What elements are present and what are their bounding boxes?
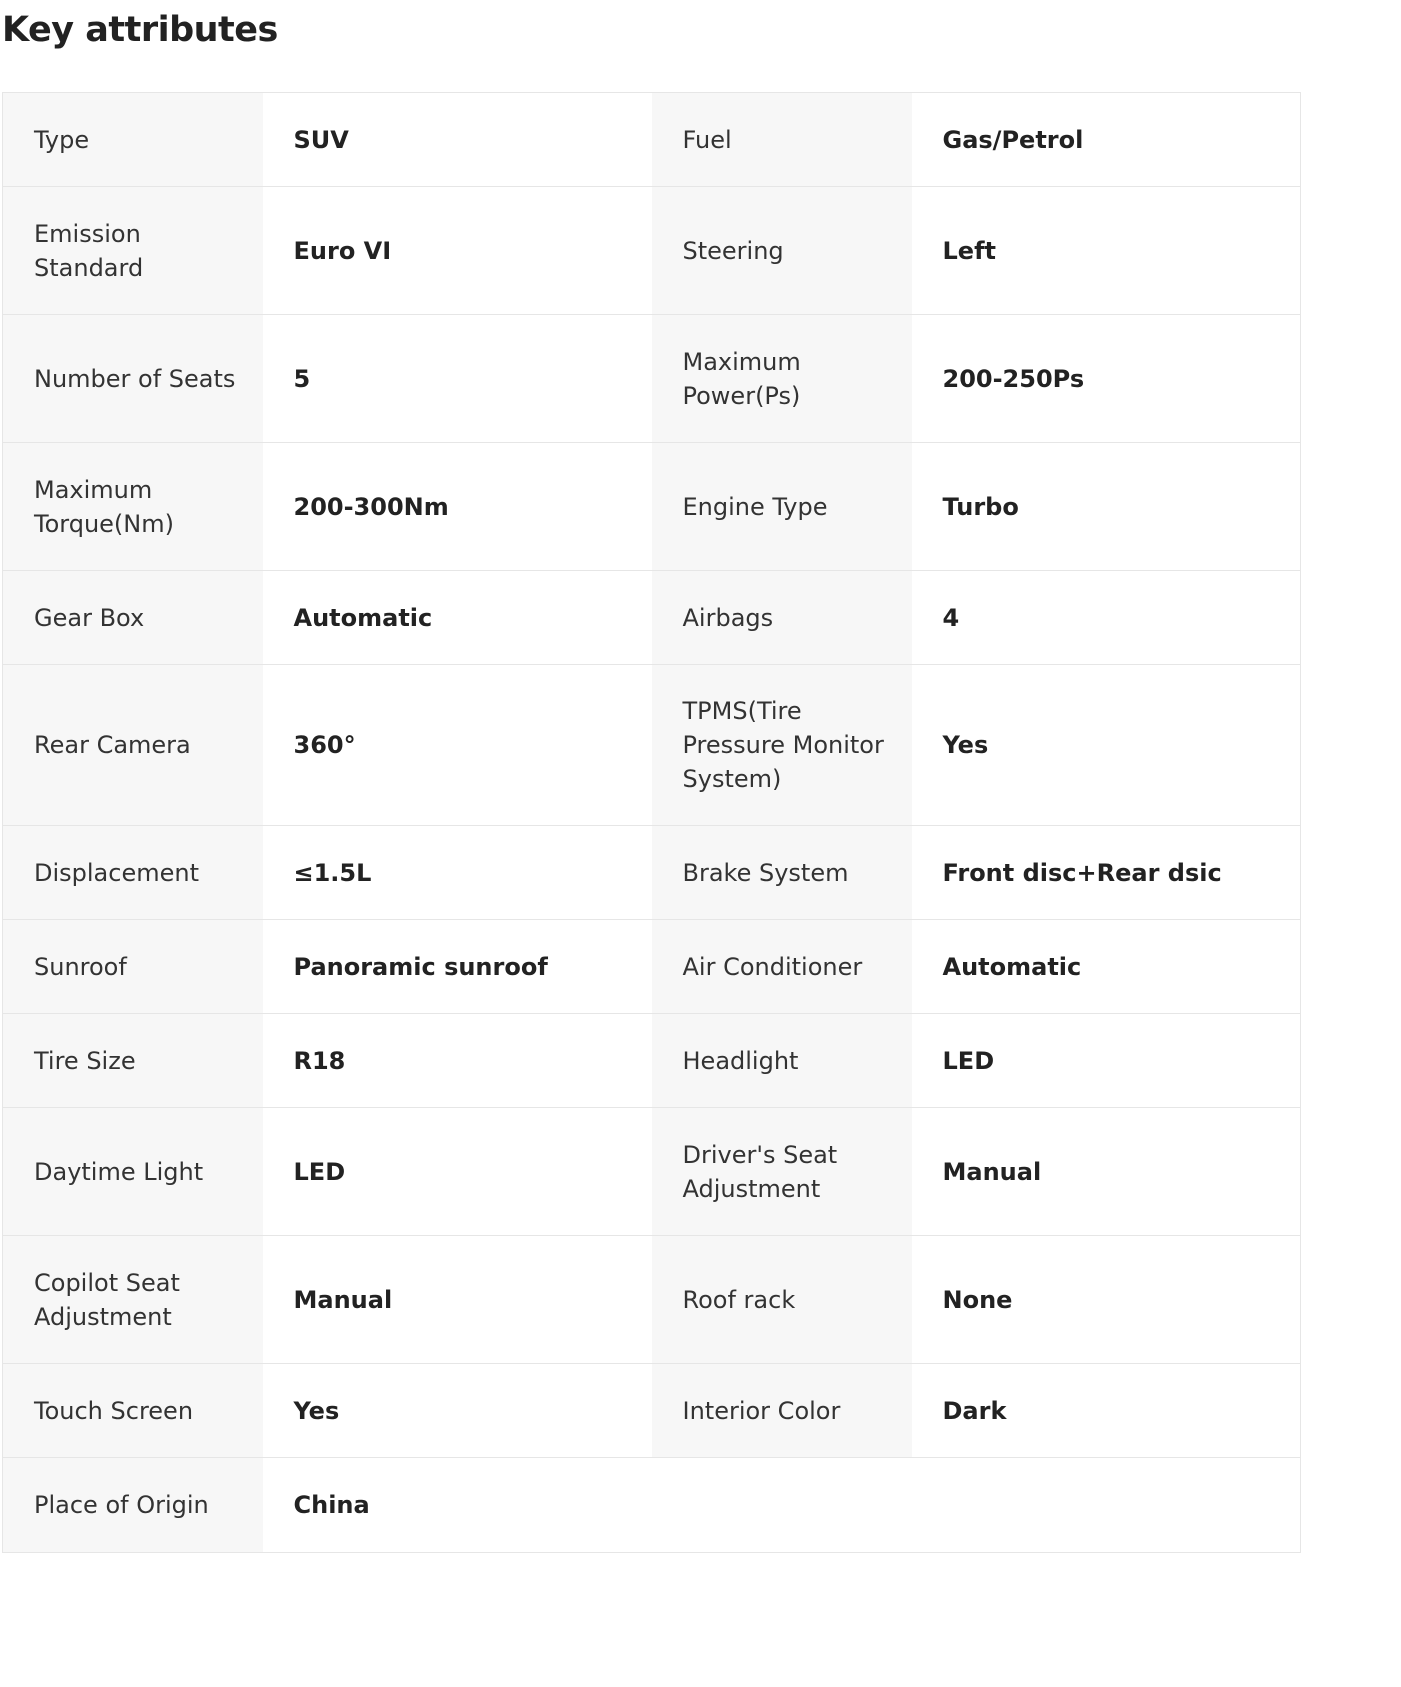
attribute-value: Euro VI [263, 187, 652, 315]
attribute-label: Airbags [652, 571, 912, 665]
attribute-label: Type [3, 93, 263, 187]
attribute-value: SUV [263, 93, 652, 187]
attribute-value: Dark [912, 1364, 1301, 1458]
attribute-row [3, 443, 1301, 571]
key-attributes-table [2, 92, 1301, 1553]
attribute-label: Place of Origin [3, 1458, 263, 1553]
attribute-label: Daytime Light [3, 1108, 263, 1236]
attribute-row [3, 93, 1301, 187]
attribute-label: Roof rack [652, 1236, 912, 1364]
attribute-value: None [912, 1236, 1301, 1364]
attribute-label: Emission Standard [3, 187, 263, 315]
attribute-value: R18 [263, 1014, 652, 1108]
attribute-label: Displacement [3, 826, 263, 920]
attribute-label: Copilot Seat Adjustment [3, 1236, 263, 1364]
attribute-row [3, 826, 1301, 920]
attribute-value: 200-300Nm [263, 443, 652, 571]
attribute-label: Brake System [652, 826, 912, 920]
attribute-label: Steering [652, 187, 912, 315]
attribute-label: Fuel [652, 93, 912, 187]
attribute-value: ≤1.5L [263, 826, 652, 920]
attribute-label: Maximum Torque(Nm) [3, 443, 263, 571]
attribute-row [3, 1458, 1301, 1553]
attribute-label: Rear Camera [3, 665, 263, 826]
attribute-value: 5 [263, 315, 652, 443]
attribute-label: Gear Box [3, 571, 263, 665]
attribute-label: Number of Seats [3, 315, 263, 443]
attribute-value: Automatic [912, 920, 1301, 1014]
attribute-label: Interior Color [652, 1364, 912, 1458]
empty-cell [912, 1458, 1301, 1553]
attribute-label: Tire Size [3, 1014, 263, 1108]
attribute-value: Yes [912, 665, 1301, 826]
attribute-label: Engine Type [652, 443, 912, 571]
attribute-row [3, 1364, 1301, 1458]
attribute-value: Front disc+Rear dsic [912, 826, 1301, 920]
attribute-value: Yes [263, 1364, 652, 1458]
attribute-row [3, 187, 1301, 315]
attribute-value: Gas/Petrol [912, 93, 1301, 187]
attribute-row [3, 1014, 1301, 1108]
attribute-row [3, 1236, 1301, 1364]
attribute-value: LED [263, 1108, 652, 1236]
attribute-value: 4 [912, 571, 1301, 665]
attribute-row [3, 665, 1301, 826]
attribute-value: 360° [263, 665, 652, 826]
attribute-value: Manual [912, 1108, 1301, 1236]
empty-cell [652, 1458, 912, 1553]
attribute-value: LED [912, 1014, 1301, 1108]
attribute-row [3, 1108, 1301, 1236]
attribute-label: Touch Screen [3, 1364, 263, 1458]
attribute-label: Headlight [652, 1014, 912, 1108]
attribute-label: Air Conditioner [652, 920, 912, 1014]
attribute-value: Manual [263, 1236, 652, 1364]
attribute-value: Panoramic sunroof [263, 920, 652, 1014]
attribute-label: Sunroof [3, 920, 263, 1014]
attribute-row [3, 571, 1301, 665]
attribute-label: Driver's Seat Adjustment [652, 1108, 912, 1236]
attribute-value: 200-250Ps [912, 315, 1301, 443]
attribute-value: China [263, 1458, 652, 1553]
attribute-value: Automatic [263, 571, 652, 665]
attribute-value: Turbo [912, 443, 1301, 571]
attribute-label: Maximum Power(Ps) [652, 315, 912, 443]
attribute-row [3, 920, 1301, 1014]
attribute-label: TPMS(Tire Pressure Monitor System) [652, 665, 912, 826]
attribute-value: Left [912, 187, 1301, 315]
section-title: Key attributes [2, 10, 278, 50]
attribute-row [3, 315, 1301, 443]
